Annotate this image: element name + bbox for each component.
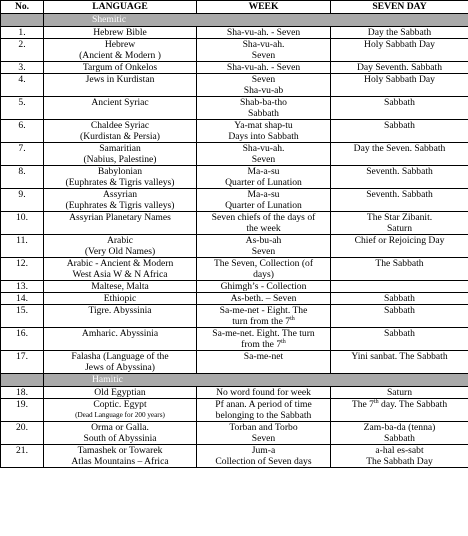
seven-day-cell <box>331 27 468 39</box>
table-row <box>1 305 468 328</box>
row-number: 11. <box>1 235 44 258</box>
seven-day-cell-line: Day the Seven. Sabbath <box>353 143 446 154</box>
table-row <box>1 166 468 189</box>
seven-day-cell <box>331 62 468 74</box>
language-cell-line: (Euphrates & Tigris valleys) <box>65 200 175 211</box>
language-cell-line: Ancient Syriac <box>91 97 149 108</box>
week-cell <box>197 293 331 305</box>
week-cell-line: Ya-mat shap-tu <box>234 120 293 131</box>
week-cell <box>197 351 331 374</box>
language-cell <box>44 189 197 212</box>
seven-day-cell <box>331 189 468 212</box>
table-row <box>1 422 468 445</box>
week-cell <box>197 143 331 166</box>
seven-day-cell <box>331 166 468 189</box>
language-cell-line: Jews of Abyssina) <box>85 362 155 373</box>
section-label-shemitic: Shemitic <box>44 14 468 27</box>
language-cell <box>44 27 197 39</box>
row-number: 13. <box>1 281 44 293</box>
seven-day-cell <box>331 399 468 422</box>
table-row <box>1 399 468 422</box>
seven-day-cell-line: Sabbath <box>384 120 415 131</box>
column-header-week: WEEK <box>197 1 331 14</box>
week-cell-line: Ghimgh’s - Collection <box>220 281 307 292</box>
language-cell <box>44 212 197 235</box>
seven-day-cell <box>331 120 468 143</box>
column-header-seven-day: SEVEN DAY <box>331 1 468 14</box>
week-cell-line: As-bu-ah <box>245 235 282 246</box>
section-row-shemitic <box>1 14 468 27</box>
language-cell-line: Coptic. Egypt <box>93 399 147 410</box>
language-cell <box>44 387 197 399</box>
week-cell-line: Ma-a-su <box>247 166 280 177</box>
week-cell-line: Seven <box>251 50 276 61</box>
week-cell-line: Sa-me-net - Eight. The <box>219 305 308 316</box>
row-number: 17. <box>1 351 44 374</box>
table-row <box>1 189 468 212</box>
table-body <box>1 14 468 468</box>
seven-day-cell <box>331 305 468 328</box>
week-cell <box>197 258 331 281</box>
seven-day-cell <box>331 445 468 468</box>
week-cell-line: Sha-vu-ab <box>243 85 284 96</box>
seven-day-cell-line: The Sabbath Day <box>366 456 433 467</box>
table-row <box>1 328 468 351</box>
language-cell <box>44 258 197 281</box>
language-cell <box>44 305 197 328</box>
language-cell-line: Orma or Galla. <box>91 422 149 433</box>
language-cell-line: (Very Old Names) <box>84 246 156 257</box>
seven-day-cell-line: Yini sanbat. The Sabbath <box>351 351 448 362</box>
seven-day-cell <box>331 258 468 281</box>
week-cell <box>197 235 331 258</box>
table-row <box>1 39 468 62</box>
week-cell-line: Jum-a <box>251 445 276 456</box>
table-row <box>1 27 468 39</box>
week-cell <box>197 27 331 39</box>
week-cell-line: Seven <box>251 433 276 444</box>
row-number: 19. <box>1 399 44 422</box>
language-cell-line: Hebrew Bible <box>93 27 147 38</box>
week-cell <box>197 189 331 212</box>
week-cell <box>197 305 331 328</box>
week-cell-line: Seven <box>251 246 276 257</box>
language-cell-line: Arabic - Ancient & Modern <box>66 258 174 269</box>
week-cell-line: Days into Sabbath <box>228 131 299 142</box>
table-row <box>1 212 468 235</box>
row-number: 5. <box>1 97 44 120</box>
table-row <box>1 387 468 399</box>
seven-day-cell <box>331 293 468 305</box>
table-row <box>1 62 468 74</box>
table-row <box>1 74 468 97</box>
week-cell-line: As-beth. – Seven <box>230 293 297 304</box>
week-cell <box>197 62 331 74</box>
table-row <box>1 97 468 120</box>
language-cell-line: (Euphrates & Tigris valleys) <box>65 177 175 188</box>
language-cell-line: Assyrian Planetary Names <box>69 212 171 223</box>
week-cell <box>197 445 331 468</box>
language-cell-line: Old Egyptian <box>94 387 146 398</box>
language-cell-line: Assyrian <box>102 189 138 200</box>
language-cell <box>44 120 197 143</box>
seven-day-cell-line: Zam-ba-da (tenna) <box>363 422 436 433</box>
column-header-no: No. <box>1 1 44 14</box>
seven-day-cell-line: The Star Zibanit. <box>366 212 433 223</box>
seven-day-cell-line: Day the Sabbath <box>367 27 432 38</box>
language-cell-line: Arabic <box>106 235 134 246</box>
language-cell <box>44 422 197 445</box>
week-cell <box>197 166 331 189</box>
language-cell <box>44 62 197 74</box>
row-number: 9. <box>1 189 44 212</box>
week-cell-line: Seven chiefs of the days of <box>211 212 316 223</box>
row-number: 1. <box>1 27 44 39</box>
seven-day-cell-line: Seventh. Sabbath <box>366 166 433 177</box>
language-cell-line: Tigre. Abyssinia <box>88 305 152 316</box>
language-cell-line: (Nabius, Palestine) <box>83 154 157 165</box>
week-cell <box>197 387 331 399</box>
week-cell-line: the week <box>246 223 281 234</box>
row-number: 15. <box>1 305 44 328</box>
seven-day-cell <box>331 387 468 399</box>
seven-day-cell-line: Sabbath <box>384 328 415 339</box>
seven-day-cell-line: The 7th day. The Sabbath <box>351 398 448 410</box>
seven-day-cell <box>331 143 468 166</box>
language-cell-line: West Asia W & N Africa <box>72 269 168 280</box>
row-number: 16. <box>1 328 44 351</box>
row-number: 20. <box>1 422 44 445</box>
week-cell-line: Seven <box>251 74 276 85</box>
seven-day-cell-line: Seventh. Sabbath <box>366 189 433 200</box>
language-cell-line: (Dead Language for 200 years) <box>75 411 165 419</box>
week-cell-line: turn from the 7th <box>232 315 295 327</box>
week-cell-line: Sha-vu-ah. <box>242 143 285 154</box>
week-cell-line: Sa-me-net <box>243 351 284 362</box>
seven-day-cell <box>331 235 468 258</box>
seven-day-cell <box>331 328 468 351</box>
seven-day-cell-line: Chief or Rejoicing Day <box>354 235 445 246</box>
language-cell <box>44 166 197 189</box>
seven-day-cell <box>331 97 468 120</box>
language-cell <box>44 351 197 374</box>
seven-day-cell-line: Holy Sabbath Day <box>364 39 435 50</box>
language-cell-line: Chaldee Syriac <box>90 120 150 131</box>
language-cell-line: Ethiopic <box>103 293 137 304</box>
week-cell-line: Quarter of Lunation <box>225 200 302 211</box>
week-cell <box>197 39 331 62</box>
week-cell-line: Sa-me-net. Eight. The turn <box>212 328 315 339</box>
language-cell <box>44 281 197 293</box>
language-cell-line: Hebrew <box>104 39 136 50</box>
seven-day-cell-line: a-hal es-sabt <box>375 445 424 456</box>
table-row <box>1 143 468 166</box>
week-cell-line: Seven <box>251 154 276 165</box>
language-cell-line: Babylonian <box>97 166 143 177</box>
seven-day-cell <box>331 39 468 62</box>
table-row <box>1 293 468 305</box>
week-cell-line: The Seven, Collection (of <box>213 258 314 269</box>
row-number: 3. <box>1 62 44 74</box>
table-row <box>1 351 468 374</box>
language-cell <box>44 97 197 120</box>
language-cell <box>44 143 197 166</box>
row-number: 2. <box>1 39 44 62</box>
seven-day-cell-line: Saturn <box>386 223 413 234</box>
row-number: 8. <box>1 166 44 189</box>
row-number: 21. <box>1 445 44 468</box>
language-cell-line: Jews in Kurdistan <box>85 74 155 85</box>
seven-day-cell-line: Sabbath <box>384 305 415 316</box>
week-cell-line: days) <box>253 269 274 280</box>
table-row <box>1 445 468 468</box>
week-cell-line: Sha-vu-ah. - Seven <box>226 62 301 73</box>
week-cell <box>197 74 331 97</box>
seven-day-cell <box>331 212 468 235</box>
week-cell-line: belonging to the Sabbath <box>215 410 312 421</box>
table-row <box>1 235 468 258</box>
row-number: 6. <box>1 120 44 143</box>
seven-day-cell-line: Sabbath <box>384 293 415 304</box>
language-cell-line: Maltese, Malta <box>91 281 149 292</box>
language-cell-line: Falasha (Language of the <box>71 351 169 362</box>
seven-day-cell-line: Holy Sabbath Day <box>364 74 435 85</box>
seven-day-cell-line: The Sabbath <box>375 258 424 269</box>
week-cell <box>197 212 331 235</box>
week-cell <box>197 97 331 120</box>
row-number: 18. <box>1 387 44 399</box>
week-cell-line: Sha-vu-ah. <box>242 39 285 50</box>
language-cell-line: (Kurdistan & Persia) <box>80 131 160 142</box>
seven-day-cell-line: Day Seventh. Sabbath <box>357 62 442 73</box>
table-row <box>1 258 468 281</box>
week-cell-line: Sha-vu-ah. - Seven <box>226 27 301 38</box>
language-cell <box>44 399 197 422</box>
language-cell-line: Amharic. Abyssinia <box>81 328 159 339</box>
language-cell-line: Targum of Onkelos <box>82 62 158 73</box>
week-cell <box>197 120 331 143</box>
week-cell <box>197 422 331 445</box>
language-cell-line: Samaritian <box>99 143 141 154</box>
header-row <box>1 1 468 14</box>
row-number: 4. <box>1 74 44 97</box>
seven-day-cell <box>331 422 468 445</box>
row-number: 12. <box>1 258 44 281</box>
section-label-hamitic: Hamitic <box>44 374 468 387</box>
week-cell-line: Ma-a-su <box>247 189 280 200</box>
row-number: 10. <box>1 212 44 235</box>
language-cell-line: (Ancient & Modern ) <box>79 50 161 61</box>
week-cell-line: Quarter of Lunation <box>225 177 302 188</box>
table-row <box>1 281 468 293</box>
week-cell <box>197 399 331 422</box>
language-cell-line: South of Abyssinia <box>83 433 157 444</box>
seven-day-cell <box>331 74 468 97</box>
column-header-language: LANGUAGE <box>44 1 197 14</box>
language-cell <box>44 293 197 305</box>
table-row <box>1 120 468 143</box>
row-number: 7. <box>1 143 44 166</box>
language-cell-line: Tamashek or Towarek <box>77 445 163 456</box>
seven-day-cell-line: Saturn <box>386 387 413 398</box>
week-cell-line: Sabbath <box>248 108 279 119</box>
week-cell-line: No word found for week <box>216 387 311 398</box>
week-cell-line: from the 7th <box>241 338 286 350</box>
row-number: 14. <box>1 293 44 305</box>
week-cell-line: Shab-ba-tho <box>240 97 287 108</box>
seven-day-cell <box>331 351 468 374</box>
language-cell <box>44 74 197 97</box>
week-cell-line: Pf anan. A period of time <box>215 399 312 410</box>
language-cell <box>44 39 197 62</box>
week-cell <box>197 328 331 351</box>
seven-day-cell-line: Sabbath <box>384 433 415 444</box>
week-cell <box>197 281 331 293</box>
week-cell-line: Collection of Seven days <box>215 456 312 467</box>
section-row-hamitic <box>1 374 468 387</box>
seven-day-cell <box>331 281 468 293</box>
language-cell <box>44 328 197 351</box>
week-cell-line: Torban and Torbo <box>229 422 298 433</box>
language-cell-line: Atlas Mountains – Africa <box>71 456 169 467</box>
language-cell <box>44 445 197 468</box>
language-cell <box>44 235 197 258</box>
seven-day-cell-line: Sabbath <box>384 97 415 108</box>
